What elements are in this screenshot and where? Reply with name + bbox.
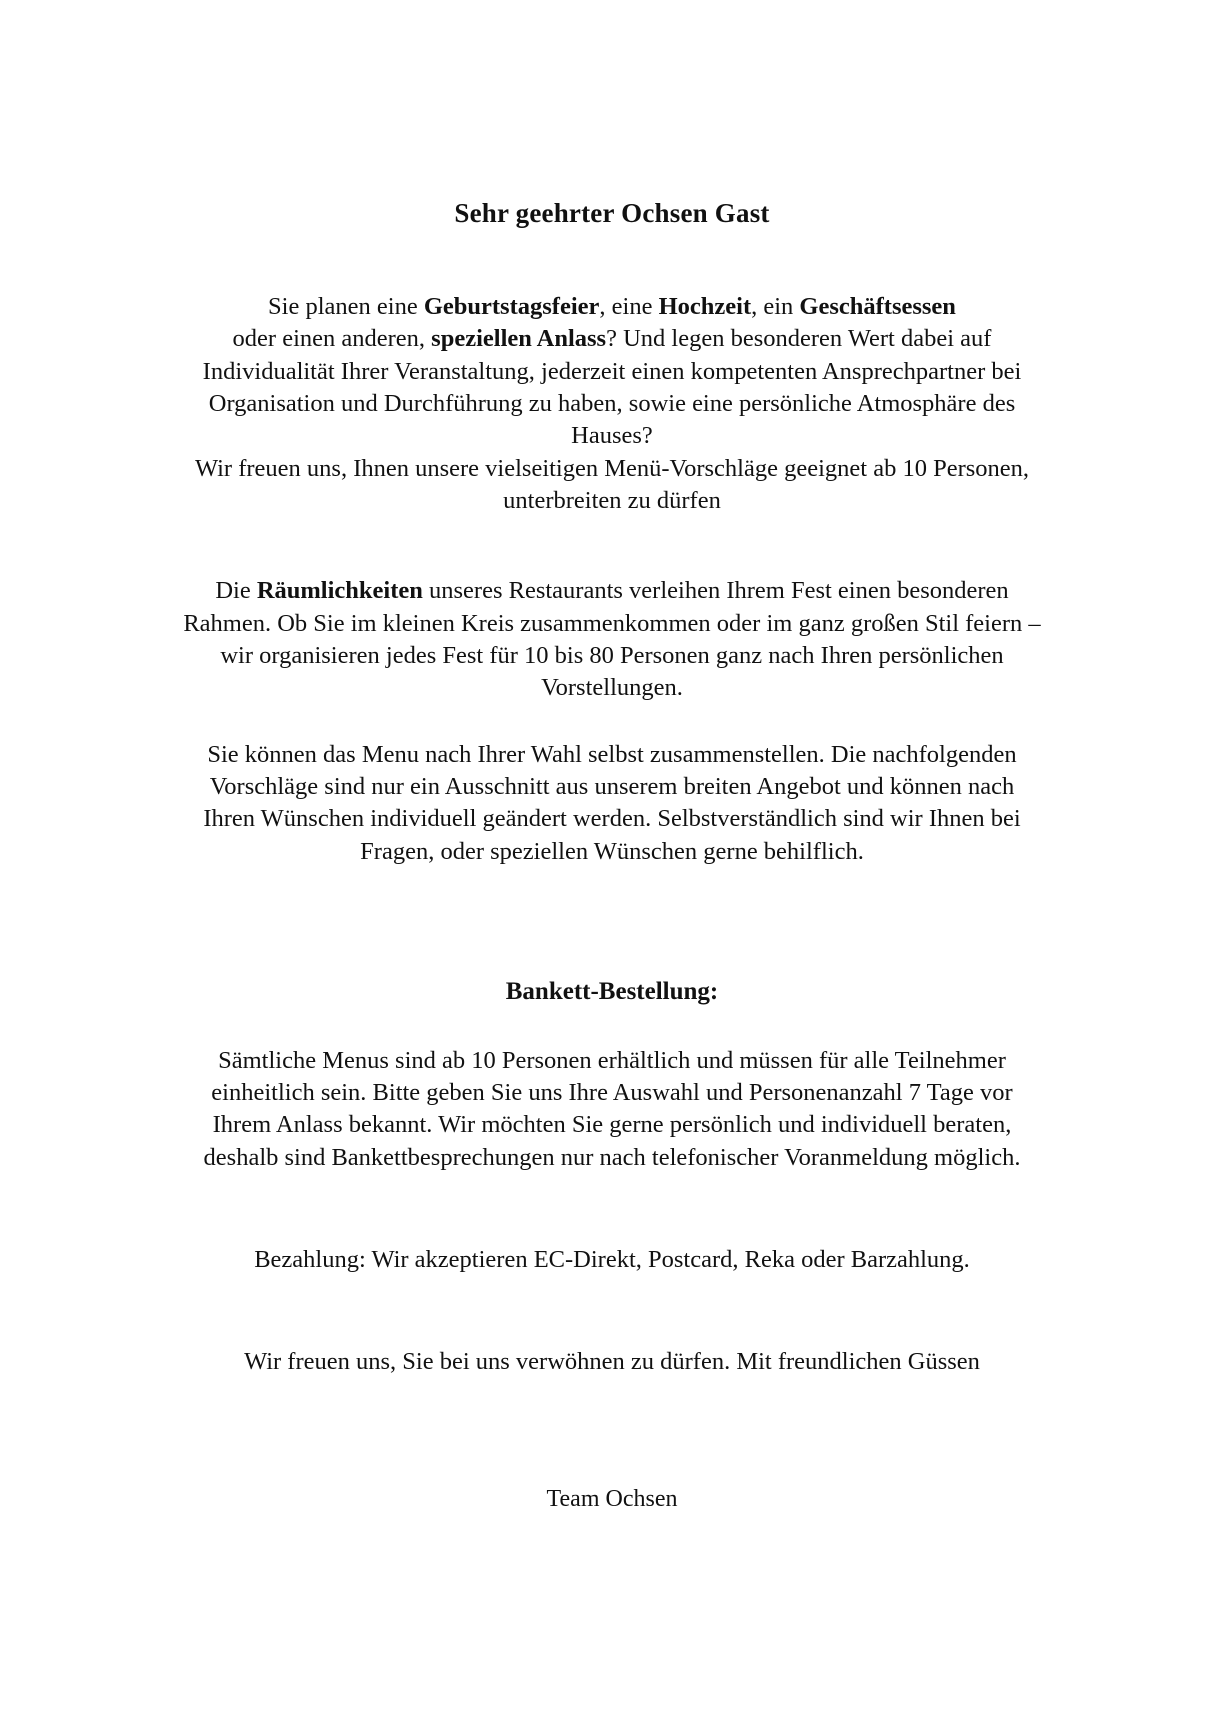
intro-bold-business-dinner: Geschäftsessen [799,293,956,321]
closing-paragraph: Wir freuen uns, Sie bei uns verwöhnen zu dürfen. Mit freundlichen Güssen [244,1348,980,1376]
rooms-paragraph [182,575,1042,704]
payment-paragraph: Bezahlung: Wir akzeptieren EC-Direkt, Postcard, Reka oder Barzahlung. [254,1245,970,1273]
intro-bold-wedding: Hochzeit [658,293,752,321]
intro-text-pre: Sie planen eine [268,293,424,321]
banquet-heading: Bankett-Bestellung: [505,978,719,1006]
intro-bold-birthday: Geburtstagsfeier [423,293,600,321]
intro-text-mid2: , ein [751,293,800,321]
intro-text-post2: ? Und legen besonderen Wert dabei auf Individualität Ihrer Veranstaltung, jederzeit einen kompetenten Ansprechpartner bei Organisation und Durchführung zu haben, sowie eine persönliche Atmosphäre des Hauses? [202,325,1022,450]
spacer-before-closing [182,1310,1042,1346]
banquet-paragraph: Sämtliche Menus sind ab 10 Personen erhältlich und müssen für alle Teilnehmer einheitlich sein. Bitte geben Sie uns Ihre Auswahl und Personenanzahl 7 Tage vor Ihrem Anlass bekannt. Wir möchten Sie gerne persönlich und individuell beraten, deshalb sind Bankettbesprechungen nur nach telefonischer Voranmeldung möglich. [203,1046,1021,1171]
intro-paragraph-line2 [182,323,1042,452]
intro-bold-special-occasion: speziellen Anlass [431,325,607,353]
page-title: Sehr geehrter Ochsen Gast [454,198,770,228]
document-body [182,0,1042,1516]
intro-paragraph-line1 [182,291,1042,323]
intro-text-mid1: , eine [599,293,659,321]
rooms-bold-raeumlichkeiten: Räumlichkeiten [256,577,423,605]
rooms-text-pre: Die [215,577,257,605]
menu-choice-paragraph: Sie können das Menu nach Ihrer Wahl selbst zusammenstellen. Die nachfolgenden Vorschläge sind nur ein Ausschnitt aus unserem breiten Angebot und können nach Ihren Wünschen individuell geändert werden. Selbstverständlich sind wir Ihnen bei Fragen, oder speziellen Wünschen gerne behilflich. [203,740,1021,865]
spacer-after-intro [182,551,1042,575]
intro-text-pre2: oder einen anderen, [232,325,432,353]
spacer-before-payment [182,1208,1042,1244]
signature-line: Team Ochsen [546,1486,678,1513]
spacer-before-banquet [182,902,1042,976]
rooms-text-post: unseres Restaurants verleihen Ihrem Fest einen besonderen Rahmen. Ob Sie im kleinen Kreis zusammenkommen oder im ganz großen Stil feiern – wir organisieren jedes Fest für 10 bis 80 Personen ganz nach Ihren persönlichen Vorstellungen. [183,577,1041,702]
intro-paragraph-line3: Wir freuen uns, Ihnen unsere vielseitigen Menü-Vorschläge geeignet ab 10 Personen, unterbreiten zu dürfen [194,454,1030,515]
